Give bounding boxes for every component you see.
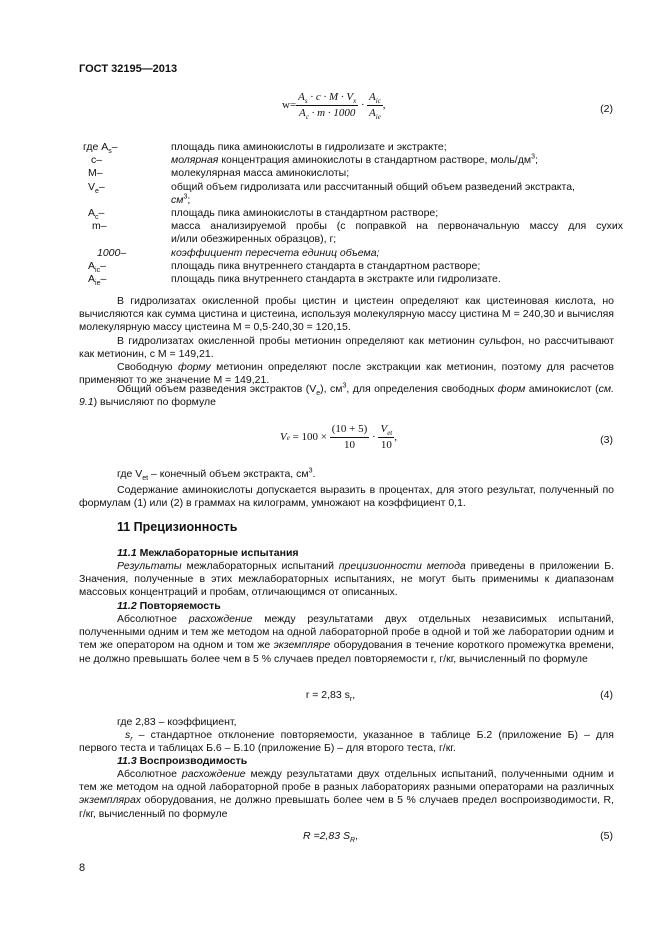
paragraph-11-3: Абсолютное расхождение между результатами двух отдельных испытаний, полученными одним и тем же методом на одной лабораторной пробе в разных лабораториях разными операторами на различных экземплярах оборудования, не должно превышать более чем в 5 % случаев предел воспроизводимости, R, г/кг, вычисленный по формуле bbox=[79, 768, 615, 820]
definition-row: M– молекулярная масса аминокислоты; bbox=[88, 167, 350, 180]
equation-number-3: (3) bbox=[600, 434, 613, 446]
subsection-11-3-title: 11.3 Воспроизводимость bbox=[117, 755, 248, 767]
section-title-precision: 11 Прецизионность bbox=[117, 520, 238, 534]
subsection-11-1-title: 11.1 Межлабораторные испытания bbox=[117, 547, 299, 559]
definition-row: 1000– коэффициент пересчета единиц объема; bbox=[97, 246, 380, 259]
paragraph-percent: Содержание аминокислоты допускается выразить в процентах, для этого результат, полученный по формулам (1) или (2) в граммах на килограмм, умножают на коэффициент 0,1. bbox=[79, 484, 614, 510]
paragraph-dilution-volume: Общий объем разведения экстрактов $(V_e)$, $см^3$, для определения свободных форм аминокислот (см. 9.1) вычисляют по формуле bbox=[79, 382, 615, 409]
definition-row: $A_{ie}-$ площадь пика внутреннего стандарта в экстракте или гидролизате. bbox=[88, 273, 501, 288]
formula-5: R =2,83 $S_R$, bbox=[303, 830, 358, 845]
equation-number-5: (5) bbox=[600, 830, 613, 842]
formula-2-fraction-main: $\frac{A_s \cdot c \cdot M \cdot V_x}{A_c \cdot m \cdot 1000}$ bbox=[298, 91, 357, 122]
definition-row: $A_{ic}-$ площадь пика внутреннего стандарта в стандартном растворе; bbox=[88, 259, 481, 274]
formula-2-fraction-istd: $\frac{A_{ic}}{A_{ie}}$ bbox=[369, 91, 381, 122]
definition-row: m– масса анализируемой пробы (с поправкой на первоначальную массу для сухих и/или обезжиренных образцов), г; bbox=[92, 220, 623, 246]
definition-coefficient: где 2,83 – коэффициент, bbox=[117, 716, 237, 728]
paragraph-cystine: В гидролизатах окисленной пробы цистин и цистеин определяют как цистеиновая кислота, но вычисляются как сумма цистина и цистеина, используя молекулярную массу цистина M = 240,30 и вычисляя молекулярную массу цистеина M = 0,5·240,30 = 120,15. bbox=[79, 295, 614, 334]
equation-number-2: (2) bbox=[600, 103, 613, 115]
formula-4: r = 2,83 $s_r$, bbox=[305, 689, 356, 704]
paragraph-methionine: В гидролизатах окисленной пробы метионин определяют как метионин сульфон, но рассчитывают как метионин, с M = 149,21. bbox=[79, 335, 614, 361]
document-header: ГОСТ 32195—2013 bbox=[79, 63, 178, 75]
subsection-11-2-title: 11.2 Повторяемость bbox=[117, 600, 221, 612]
definition-row: $A_c-$ площадь пика аминокислоты в стандартном растворе; bbox=[88, 207, 439, 222]
formula-2: w= $\frac{A_s \cdot c \cdot M \cdot V_x}{A_c \cdot m \cdot 1000}$ · $\frac{A_{ic}}{A_{ie}}$ , bbox=[282, 91, 386, 122]
formula-2-lhs: w= bbox=[282, 99, 297, 112]
formula-3: V e = 100 × $\frac{(10 + 5)}{10}$ · $\frac{V_{et}}{10}$ , bbox=[280, 423, 398, 452]
variable-definitions bbox=[83, 141, 623, 286]
definition-row: c– молярная концентрация аминокислоты в стандартном растворе, моль/$дм^3$; bbox=[91, 153, 538, 167]
definition-row: $V_e-$ общий объем гидролизата или рассчитанный общий объем разведений экстракта, $см^3$; bbox=[88, 180, 575, 206]
paragraph-free-form: Свободную форму метионин определяют после экстракции как метионин, поэтому для расчетов применяют то же значение M = 149,21. bbox=[79, 361, 614, 387]
definition-sr: $s_r$ – стандартное отклонение повторяемости, указанное в таблице Б.2 (приложение Б) – для первого теста и таблицах Б.6 – Б.10 (приложение Б) – для второго теста, г/кг. bbox=[79, 729, 614, 755]
paragraph-11-2: Абсолютное расхождение между результатами двух отдельных независимых испытаний, полученными одним и тем же методом на одной лабораторной пробе в одной и той же лаборатории одним и тем же оператором на одном и том же экземпляре оборудования в течение короткого промежутка времени, не должно превышать более чем в 5 % случаев предел повторяемости r, г/кг, вычисленный по формуле bbox=[79, 613, 615, 665]
page-number: 8 bbox=[79, 862, 86, 874]
definition-vet: где $V_{et}$ – конечный объем экстракта, $см^3$. bbox=[117, 467, 316, 483]
paragraph-11-1: Результаты межлабораторных испытаний прецизионности метода приведены в приложении Б. Значения, полученные в этих межлабораторных испытаниях, не могут быть применимы к диапазонам массовых концентраций и пробам, отличающимся от описанных. bbox=[79, 560, 615, 599]
equation-number-4: (4) bbox=[600, 689, 613, 701]
definition-row: где $A_s-$ площадь пика аминокислоты в гидролизате и экстракте; bbox=[83, 141, 447, 156]
